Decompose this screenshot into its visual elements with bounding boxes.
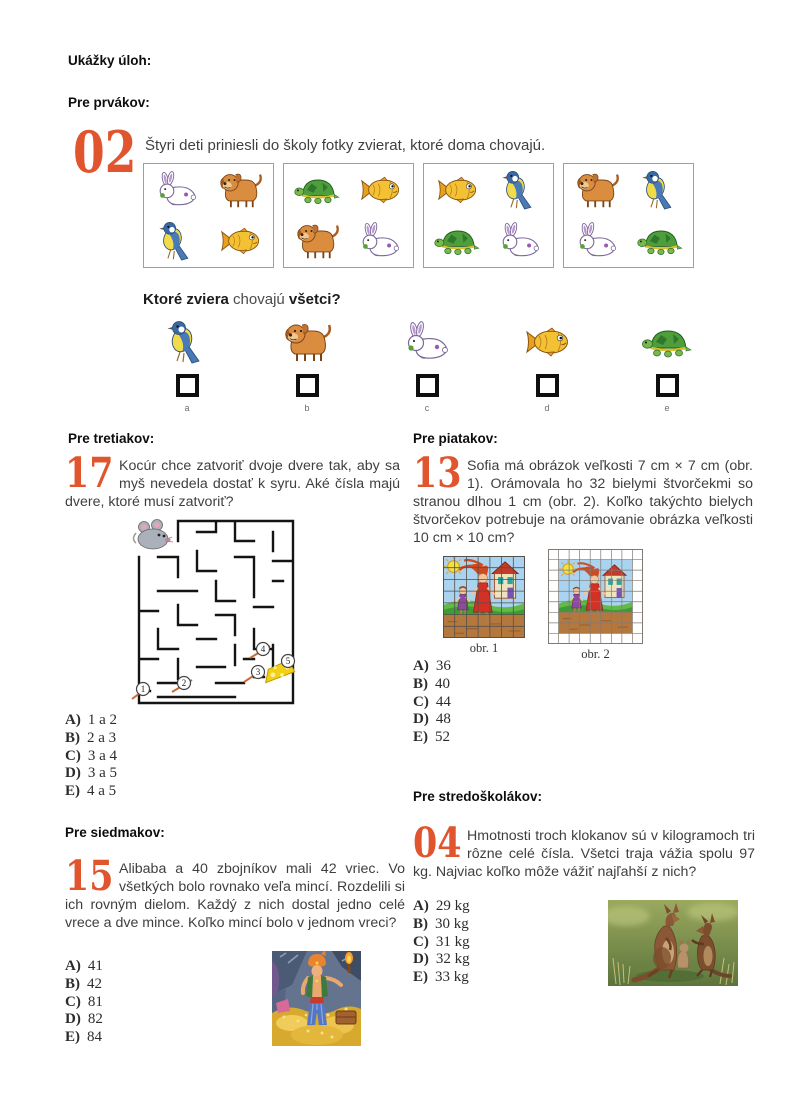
kangaroo-photo — [608, 900, 738, 986]
answer-option: E) 33 kg — [413, 969, 469, 986]
answer-option: C) 81 — [65, 993, 103, 1010]
rabbit-icon — [401, 320, 453, 364]
dog-icon — [281, 320, 333, 364]
answer-checkbox-b[interactable] — [296, 374, 319, 397]
problem-13 — [413, 449, 753, 547]
answer-option: B) 40 — [413, 675, 450, 692]
turtle-icon — [433, 221, 481, 261]
option-animal — [507, 316, 587, 364]
figure-1-label: obr. 1 — [469, 641, 499, 655]
gridded-picture-9x9 — [548, 549, 643, 644]
answer-checkbox-d[interactable] — [536, 374, 559, 397]
answer-option: E) 52 — [413, 729, 450, 746]
svg-text:4: 4 — [260, 644, 266, 654]
fish-icon — [433, 170, 481, 210]
section-heading-high-school: Pre stredoškolákov: — [413, 789, 543, 804]
problem-04 — [413, 819, 755, 881]
photo-box-1 — [143, 163, 274, 268]
svg-text:2: 2 — [181, 678, 187, 688]
answer-option: A) 41 — [65, 958, 103, 974]
answer-option: C) 3 a 4 — [65, 747, 117, 764]
dog-icon — [293, 221, 341, 261]
photo-box-2 — [283, 163, 414, 268]
option-animal — [387, 316, 467, 364]
section-heading-first-graders: Pre prvákov: — [68, 95, 150, 110]
maze-figure — [130, 515, 302, 707]
option-c — [387, 316, 467, 413]
door-3 — [252, 666, 265, 679]
svg-text:3: 3 — [255, 667, 261, 677]
option-b — [267, 316, 347, 413]
answer-option: E) 84 — [65, 1029, 102, 1046]
question-middle: chovajú — [228, 291, 289, 308]
option-letter: b — [304, 403, 310, 413]
svg-text:1: 1 — [140, 684, 146, 694]
door-1 — [137, 683, 150, 696]
rabbit-icon — [153, 170, 201, 210]
answer-checkbox-e[interactable] — [656, 374, 679, 397]
door-2 — [178, 677, 191, 690]
answer-option: B) 42 — [65, 975, 102, 992]
option-letter: e — [664, 403, 670, 413]
problem-number: 15 — [65, 852, 114, 900]
option-e — [627, 316, 707, 413]
alibaba-illustration — [272, 951, 361, 1046]
option-animal — [147, 316, 227, 364]
bird-icon — [636, 170, 684, 210]
fish-icon — [216, 221, 264, 261]
problem-number: 02 — [73, 119, 137, 186]
bird-icon — [153, 221, 201, 261]
answers-04 — [413, 898, 470, 987]
answer-option: D) 48 — [413, 711, 451, 728]
bird-icon — [161, 320, 213, 364]
problem-15 — [65, 852, 405, 932]
question-bold-start: Ktoré zviera — [143, 291, 229, 308]
problem-number: 17 — [65, 449, 114, 497]
rabbit-icon — [573, 221, 621, 261]
option-letter: d — [544, 403, 550, 413]
mouse-icon — [134, 520, 174, 550]
problem-text: Sofia má obrázok veľkosti 7 cm × 7 cm (obr. 1). Orámovala ho 32 bielymi štvorčekmi so stranou dlhou 1 cm (obr. 2). Koľko takýchto bielych štvorčekov potrebuje na orámovanie obrázka veľkosti 10 cm × 10 cm? — [413, 458, 753, 546]
option-letter: a — [184, 403, 190, 413]
problem-text: Hmotnosti troch klokanov sú v kilogramoch tri rôzne celé čísla. Všetci traja vážia spolu 97 kg. Najviac koľko môže vážiť najľahší z nich? — [413, 828, 755, 880]
rabbit-icon — [356, 221, 404, 261]
option-letter: c — [424, 403, 430, 413]
section-heading-seventh-graders: Pre siedmakov: — [65, 825, 165, 840]
photo-box-4 — [563, 163, 694, 268]
rabbit-icon — [496, 221, 544, 261]
option-a — [147, 316, 227, 413]
turtle-icon — [636, 221, 684, 261]
page-title: Ukážky úloh: — [68, 53, 152, 68]
answer-checkbox-c[interactable] — [416, 374, 439, 397]
figure-2 — [548, 549, 643, 662]
option-animal — [627, 316, 707, 364]
answer-option: B) 30 kg — [413, 915, 469, 932]
answers-15 — [65, 958, 103, 1047]
svg-text:5: 5 — [285, 656, 291, 666]
answers-17 — [65, 712, 117, 801]
photo-box-3 — [423, 163, 554, 268]
gridded-picture-7x7 — [443, 556, 525, 638]
turtle-icon — [641, 320, 693, 364]
dog-icon — [216, 170, 264, 210]
animal-photo-boxes — [143, 163, 694, 268]
answer-option: D) 82 — [65, 1011, 103, 1028]
answer-option: C) 31 kg — [413, 933, 470, 950]
dog-icon — [573, 170, 621, 210]
answer-option: D) 32 kg — [413, 951, 470, 968]
answer-checkbox-a[interactable] — [176, 374, 199, 397]
question-bold-end: všetci? — [288, 291, 341, 308]
answer-option: A) 29 kg — [413, 898, 470, 914]
bird-icon — [496, 170, 544, 210]
answer-option: A) 36 — [413, 658, 451, 674]
option-animal — [267, 316, 347, 364]
answer-option: B) 2 a 3 — [65, 729, 117, 746]
door-4 — [257, 643, 270, 656]
answer-option: E) 4 a 5 — [65, 783, 117, 800]
option-d — [507, 316, 587, 413]
door-5 — [282, 655, 295, 668]
problem-number: 04 — [413, 819, 462, 867]
section-heading-third-graders: Pre tretiakov: — [68, 431, 155, 446]
answer-option: C) 44 — [413, 693, 451, 710]
sub-question — [143, 291, 341, 308]
section-heading-fifth-graders: Pre piatakov: — [413, 431, 498, 446]
figure-1 — [443, 556, 525, 656]
problem-17 — [65, 449, 400, 511]
answers-13 — [413, 658, 451, 747]
fish-icon — [521, 320, 573, 364]
problem-number: 13 — [413, 449, 462, 497]
problem-text: Štyri deti priniesli do školy fotky zvierat, ktoré doma chovajú. — [145, 137, 546, 154]
fish-icon — [356, 170, 404, 210]
problem-text: Alibaba a 40 zbojníkov mali 42 vriec. Vo všetkých bolo rovnako veľa mincí. Rozdelili si ich rovným dielom. Každý z nich dostal jedno celé vrece a dve mince. Koľko mincí bolo v jednom vreci? — [65, 861, 405, 931]
figure-2-label: obr. 2 — [581, 647, 610, 661]
turtle-icon — [293, 170, 341, 210]
problem-text: Kocúr chce zatvoriť dvoje dvere tak, aby sa myš nevedela dostať k syru. Aké čísla majú dvere, ktoré musí zatvoriť? — [65, 458, 400, 510]
answer-option: A) 1 a 2 — [65, 712, 117, 728]
answer-option: D) 3 a 5 — [65, 765, 117, 782]
